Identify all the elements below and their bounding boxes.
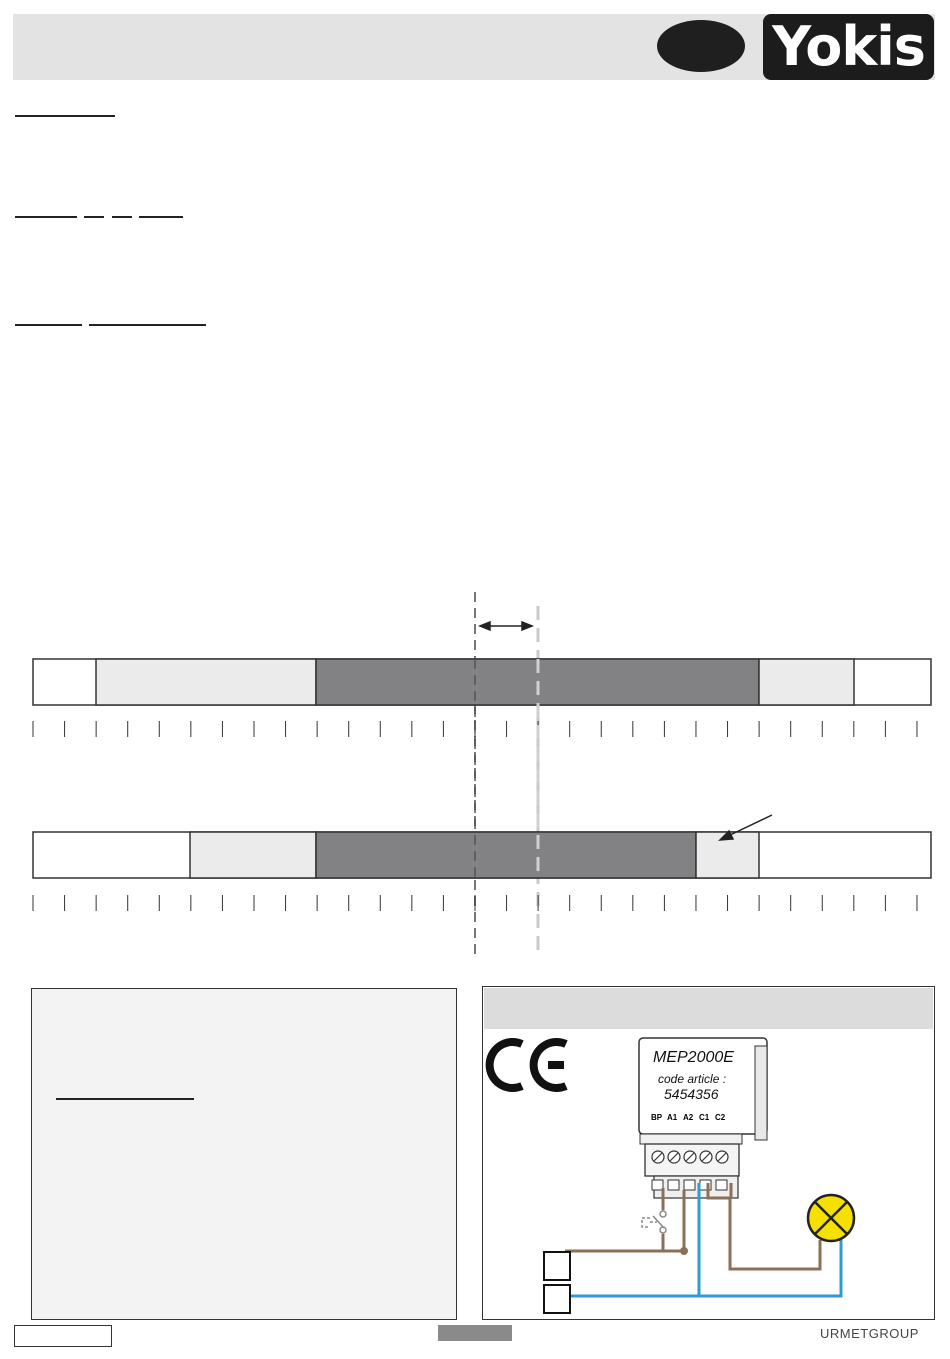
terminal-block bbox=[640, 1134, 742, 1198]
module-body bbox=[639, 1038, 767, 1140]
offset-double-arrow bbox=[480, 622, 532, 630]
section-heading-underline-1 bbox=[15, 115, 115, 117]
module-code-label: code article : bbox=[658, 1072, 727, 1086]
footer-tab bbox=[438, 1325, 512, 1341]
yokis-logo bbox=[763, 14, 934, 80]
band-light-2a bbox=[190, 832, 316, 878]
info-panel-heading-underline bbox=[56, 1098, 194, 1100]
page-number-box bbox=[14, 1325, 112, 1347]
urmet-group-logo-text: URMETGROUP bbox=[820, 1326, 919, 1341]
blue-wires bbox=[565, 1183, 841, 1296]
band-light-1b bbox=[759, 659, 854, 705]
section-heading-underline-3a bbox=[15, 324, 82, 326]
module-code-value: 5454356 bbox=[664, 1086, 719, 1102]
lamp-icon bbox=[808, 1195, 854, 1241]
wire-junction-brown bbox=[680, 1247, 688, 1255]
terminal-label-c2: C2 bbox=[715, 1113, 726, 1122]
language-badge bbox=[657, 20, 745, 72]
section-heading-underline-2b bbox=[84, 216, 104, 218]
info-panel bbox=[31, 988, 457, 1320]
band-light-1a bbox=[96, 659, 316, 705]
module-model: MEP2000E bbox=[653, 1049, 734, 1066]
timing-diagram bbox=[0, 580, 950, 965]
wiring-panel-header bbox=[484, 988, 933, 1029]
section-heading-underline-3b bbox=[89, 324, 206, 326]
section-heading-underline-2d bbox=[139, 216, 183, 218]
terminal-label-a1: A1 bbox=[667, 1113, 678, 1122]
terminal-label-bp: BP bbox=[651, 1113, 663, 1122]
tick-scale-2 bbox=[33, 895, 917, 911]
band-dark-2 bbox=[316, 832, 696, 878]
brand-name: Yokis bbox=[772, 15, 925, 78]
terminal-label-a2: A2 bbox=[683, 1113, 694, 1122]
urmet-group-logo bbox=[820, 1326, 940, 1346]
section-heading-underline-2c bbox=[112, 216, 132, 218]
ce-mark-icon bbox=[490, 1042, 566, 1088]
timeline-bar-2 bbox=[33, 832, 931, 878]
terminal-label-c1: C1 bbox=[699, 1113, 710, 1122]
pushbutton-icon bbox=[642, 1210, 666, 1234]
section-heading-underline-2a bbox=[15, 216, 77, 218]
timeline-bar-1 bbox=[33, 659, 931, 705]
supply-terminal-phase bbox=[544, 1252, 570, 1280]
supply-terminal-neutral bbox=[544, 1285, 570, 1313]
wiring-diagram bbox=[482, 1028, 935, 1320]
